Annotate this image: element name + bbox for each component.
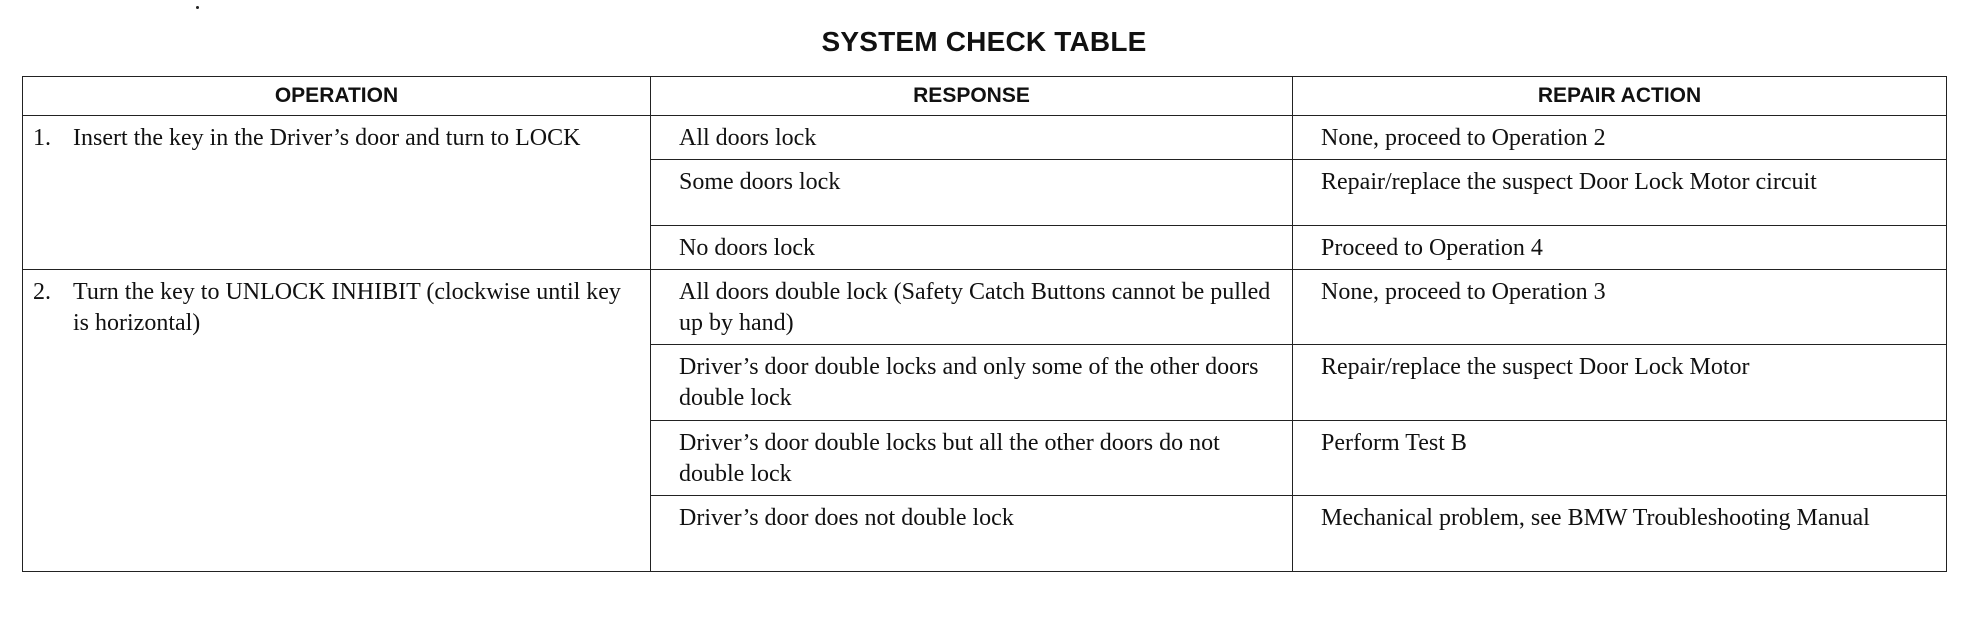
table-row — [23, 116, 1947, 160]
operation-number: 2. — [33, 279, 51, 305]
operation-number: 1. — [33, 125, 51, 151]
table-row — [23, 270, 1947, 345]
header-operation: OPERATION — [23, 77, 651, 116]
operation-cell-2 — [23, 270, 651, 572]
repair-action-cell: Repair/replace the suspect Door Lock Motor — [1293, 345, 1947, 421]
repair-action-cell: Mechanical problem, see BMW Troubleshooting Manual — [1293, 496, 1947, 572]
scan-speck — [196, 6, 199, 9]
response-cell: No doors lock — [651, 226, 1293, 270]
header-row — [23, 77, 1947, 116]
repair-action-cell: Proceed to Operation 4 — [1293, 226, 1947, 270]
operation-text: Turn the key to UNLOCK INHIBIT (clockwise until key is horizontal) — [73, 279, 621, 336]
header-repair-action: REPAIR ACTION — [1293, 77, 1947, 116]
operation-cell-1 — [23, 116, 651, 270]
repair-action-cell: None, proceed to Operation 2 — [1293, 116, 1947, 160]
header-response: RESPONSE — [651, 77, 1293, 116]
response-cell: Driver’s door double locks and only some of the other doors double lock — [651, 345, 1293, 421]
table-title: SYSTEM CHECK TABLE — [821, 26, 1147, 57]
operation-text: Insert the key in the Driver’s door and turn to LOCK — [73, 125, 581, 151]
response-cell: Driver’s door does not double lock — [651, 496, 1293, 572]
repair-action-cell: Perform Test B — [1293, 421, 1947, 496]
response-cell: All doors double lock (Safety Catch Buttons cannot be pulled up by hand) — [651, 270, 1293, 345]
response-cell: Driver’s door double locks but all the other doors do not double lock — [651, 421, 1293, 496]
repair-action-cell: None, proceed to Operation 3 — [1293, 270, 1947, 345]
response-cell: All doors lock — [651, 116, 1293, 160]
repair-action-cell: Repair/replace the suspect Door Lock Motor circuit — [1293, 160, 1947, 226]
system-check-table — [22, 76, 1947, 572]
response-cell: Some doors lock — [651, 160, 1293, 226]
